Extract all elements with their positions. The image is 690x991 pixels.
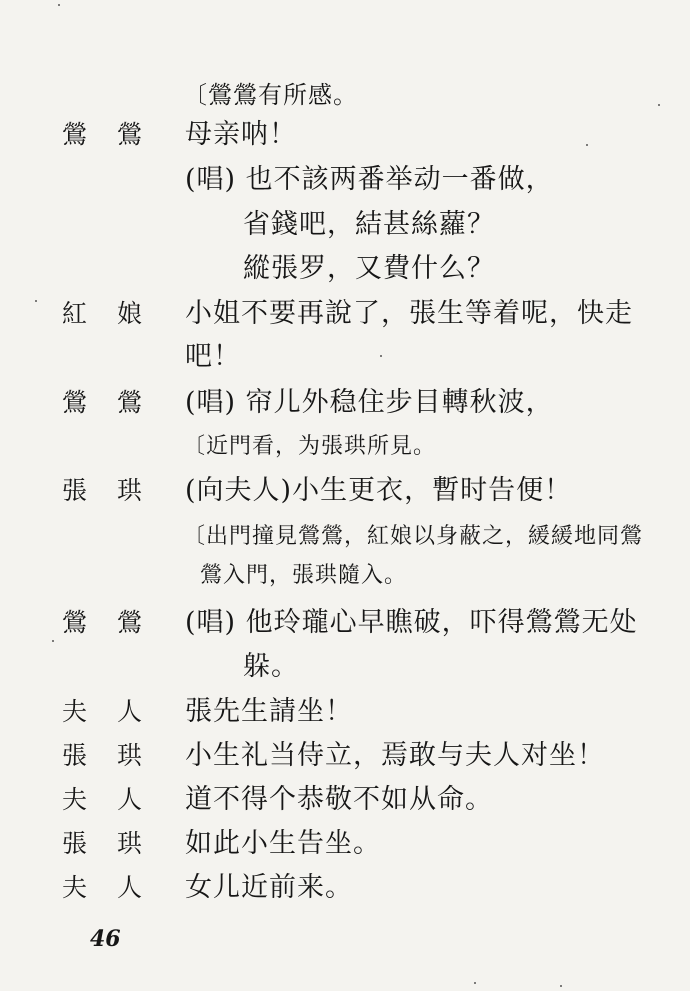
sung-line-continued: 躲。: [243, 651, 299, 682]
speaker-name: 鶯: [117, 608, 143, 637]
dialogue-line-continued: 吧！: [185, 341, 241, 372]
speaker-name: 張: [62, 829, 88, 858]
speaker-name: 紅: [62, 299, 88, 328]
dialogue-line: 母亲呐！: [185, 119, 297, 150]
dialogue-line: 小生礼当侍立，焉敢与夫人对坐！: [185, 740, 605, 771]
speaker-name: 人: [117, 785, 143, 814]
speaker-name: 娘: [117, 299, 143, 328]
speaker-name: 夫: [62, 697, 88, 726]
speaker-name: 珙: [117, 829, 143, 858]
page-number: 46: [90, 926, 121, 952]
speaker-name: 張: [62, 741, 88, 770]
speaker-name: 鶯: [62, 388, 88, 417]
sung-line-continued: 縱張罗，又費什么？: [243, 253, 495, 284]
print-speck: [58, 4, 60, 6]
speaker-name: 人: [117, 873, 143, 902]
speaker-name: 珙: [117, 476, 143, 505]
print-speck: [35, 300, 37, 302]
print-speck: [474, 982, 476, 984]
dialogue-line: 道不得个恭敬不如从命。: [185, 784, 493, 815]
print-speck: [560, 985, 562, 987]
dialogue-line: 如此小生告坐。: [185, 828, 381, 859]
speaker-name: 鶯: [117, 388, 143, 417]
speaker-name: 人: [117, 697, 143, 726]
print-speck: [380, 355, 382, 357]
speaker-name: 夫: [62, 785, 88, 814]
print-speck: [658, 104, 660, 106]
sung-line: (唱) 帘儿外稳住步目轉秋波，: [185, 387, 554, 418]
speaker-name: 張: [62, 476, 88, 505]
dialogue-line: 小姐不要再說了，張生等着呢，快走: [185, 298, 633, 329]
stage-direction: 〔出門撞見鶯鶯，紅娘以身蔽之，緩緩地同鶯: [183, 524, 644, 549]
sung-line: (唱) 他玲瓏心早瞧破，吓得鶯鶯无处: [185, 607, 638, 638]
print-speck: [52, 640, 54, 642]
speaker-name: 鶯: [117, 120, 143, 149]
dialogue-line: 女儿近前来。: [185, 872, 353, 903]
speaker-name: 鶯: [62, 120, 88, 149]
sung-line-continued: 省錢吧，結甚絲蘿？: [243, 209, 495, 240]
dialogue-line: (向夫人)小生更衣，暫时告便！: [185, 475, 573, 506]
speaker-name: 珙: [117, 741, 143, 770]
speaker-name: 鶯: [62, 608, 88, 637]
speaker-name: 夫: [62, 873, 88, 902]
stage-direction-continued: 鶯入門，張珙隨入。: [200, 563, 408, 588]
stage-direction: 〔鶯鶯有所感。: [183, 81, 358, 109]
dialogue-line: 張先生請坐！: [185, 696, 353, 727]
sung-line: (唱) 也不該两番举动一番做，: [185, 164, 554, 195]
print-speck: [586, 144, 588, 146]
stage-direction: 〔近門看，为張珙所見。: [183, 434, 437, 459]
